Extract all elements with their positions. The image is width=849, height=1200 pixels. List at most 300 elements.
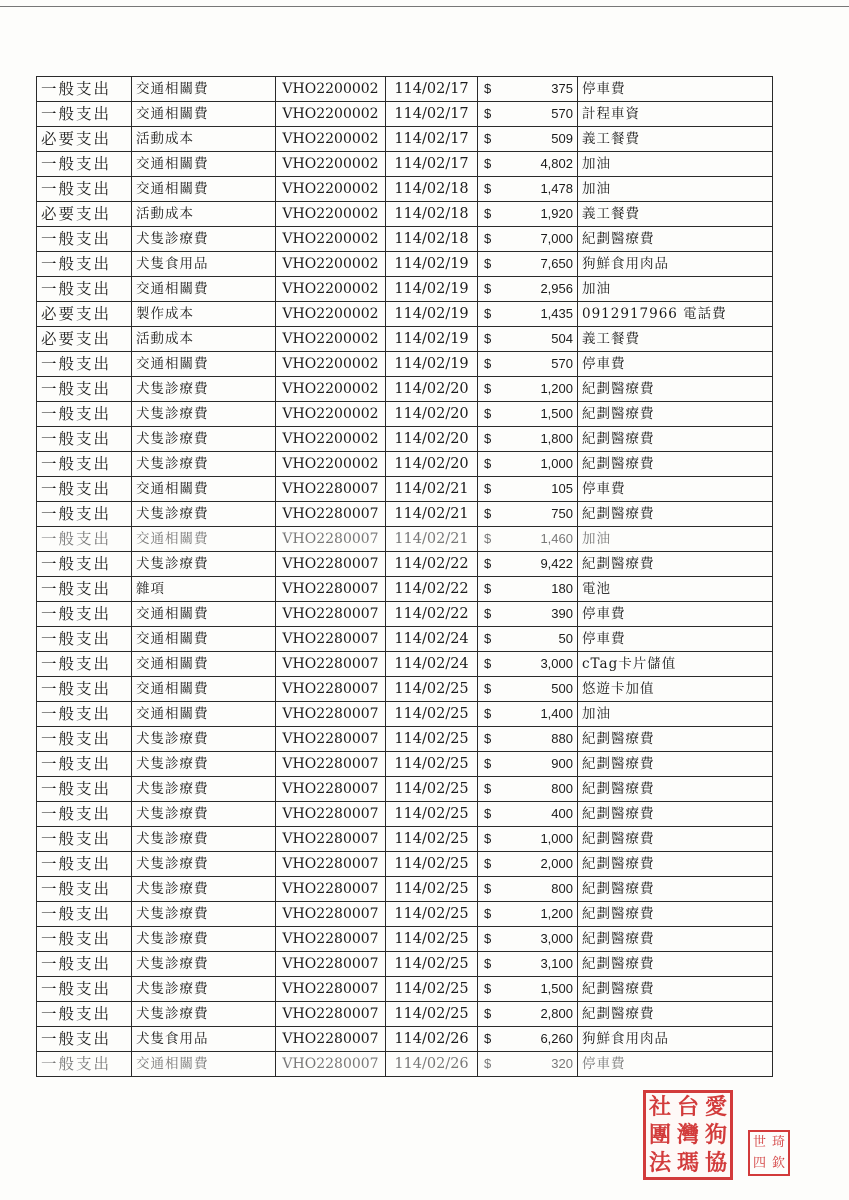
amount-cell: [478, 477, 578, 502]
amount-value: 509: [551, 131, 573, 146]
amount-cell: [478, 877, 578, 902]
expense-type-cell: 一般支出: [37, 627, 132, 652]
expense-type-cell: 一般支出: [37, 352, 132, 377]
date-cell: 114/02/17: [386, 127, 478, 152]
currency-symbol: $: [484, 1056, 492, 1071]
category-cell: 製作成本: [132, 302, 276, 327]
category-cell: 交通相關費: [132, 177, 276, 202]
category-cell: 交通相關費: [132, 627, 276, 652]
amount-value: 500: [551, 681, 573, 696]
note-cell: 紀劃醫療費: [578, 852, 773, 877]
currency-symbol: $: [484, 256, 492, 271]
date-cell: 114/02/25: [386, 1002, 478, 1027]
amount-value: 750: [551, 506, 573, 521]
expense-type-cell: 一般支出: [37, 852, 132, 877]
ledger-row: [37, 302, 773, 327]
voucher-code-cell: VHO2280007: [276, 802, 386, 827]
ledger-row: [37, 777, 773, 802]
date-cell: 114/02/24: [386, 652, 478, 677]
currency-symbol: $: [484, 731, 492, 746]
date-cell: 114/02/26: [386, 1052, 478, 1077]
amount-value: 1,435: [540, 306, 573, 321]
note-cell: 紀劃醫療費: [578, 902, 773, 927]
date-cell: 114/02/25: [386, 677, 478, 702]
amount-cell: [478, 377, 578, 402]
amount-value: 320: [551, 1056, 573, 1071]
ledger-row: [37, 202, 773, 227]
amount-value: 900: [551, 756, 573, 771]
date-cell: 114/02/19: [386, 252, 478, 277]
amount-cell: [478, 227, 578, 252]
note-cell: 停車費: [578, 477, 773, 502]
category-cell: 犬隻診療費: [132, 502, 276, 527]
category-cell: 犬隻診療費: [132, 377, 276, 402]
voucher-code-cell: VHO2200002: [276, 202, 386, 227]
voucher-code-cell: VHO2200002: [276, 352, 386, 377]
personal-seal-char: 四: [752, 1156, 766, 1171]
date-cell: 114/02/25: [386, 952, 478, 977]
expense-type-cell: 一般支出: [37, 427, 132, 452]
seal-char: 法: [648, 1150, 671, 1176]
voucher-code-cell: VHO2280007: [276, 752, 386, 777]
voucher-code-cell: VHO2200002: [276, 452, 386, 477]
category-cell: 犬隻診療費: [132, 402, 276, 427]
note-cell: 紀劃醫療費: [578, 927, 773, 952]
note-cell: 紀劃醫療費: [578, 377, 773, 402]
category-cell: 犬隻診療費: [132, 777, 276, 802]
amount-cell: [478, 677, 578, 702]
note-cell: 紀劃醫療費: [578, 802, 773, 827]
amount-cell: [478, 802, 578, 827]
amount-value: 4,802: [540, 156, 573, 171]
category-cell: 犬隻食用品: [132, 1027, 276, 1052]
ledger-row: [37, 1002, 773, 1027]
seal-char: 瑪: [676, 1150, 699, 1176]
amount-cell: [478, 702, 578, 727]
date-cell: 114/02/18: [386, 202, 478, 227]
ledger-row: [37, 277, 773, 302]
voucher-code-cell: VHO2280007: [276, 852, 386, 877]
currency-symbol: $: [484, 931, 492, 946]
note-cell: 紀劃醫療費: [578, 977, 773, 1002]
currency-symbol: $: [484, 981, 492, 996]
category-cell: 雜項: [132, 577, 276, 602]
note-cell: 加油: [578, 177, 773, 202]
amount-cell: [478, 952, 578, 977]
amount-cell: [478, 977, 578, 1002]
expense-type-cell: 一般支出: [37, 877, 132, 902]
expense-type-cell: 必要支出: [37, 302, 132, 327]
expense-type-cell: 一般支出: [37, 802, 132, 827]
ledger-row: [37, 752, 773, 777]
amount-cell: [478, 427, 578, 452]
currency-symbol: $: [484, 131, 492, 146]
amount-value: 3,100: [540, 956, 573, 971]
currency-symbol: $: [484, 506, 492, 521]
expense-type-cell: 一般支出: [37, 727, 132, 752]
currency-symbol: $: [484, 1031, 492, 1046]
note-cell: 紀劃醫療費: [578, 827, 773, 852]
voucher-code-cell: VHO2200002: [276, 127, 386, 152]
amount-cell: [478, 327, 578, 352]
expense-type-cell: 一般支出: [37, 602, 132, 627]
amount-cell: [478, 602, 578, 627]
note-cell: 加油: [578, 702, 773, 727]
category-cell: 交通相關費: [132, 652, 276, 677]
currency-symbol: $: [484, 281, 492, 296]
amount-cell: [478, 577, 578, 602]
amount-value: 2,000: [540, 856, 573, 871]
category-cell: 交通相關費: [132, 527, 276, 552]
expense-type-cell: 一般支出: [37, 252, 132, 277]
amount-value: 800: [551, 781, 573, 796]
date-cell: 114/02/17: [386, 152, 478, 177]
category-cell: 犬隻診療費: [132, 1002, 276, 1027]
seal-char: 愛: [704, 1094, 727, 1120]
expense-type-cell: 一般支出: [37, 377, 132, 402]
seal-char: 狗: [704, 1122, 727, 1148]
ledger-row: [37, 527, 773, 552]
expense-type-cell: 一般支出: [37, 652, 132, 677]
voucher-code-cell: VHO2280007: [276, 777, 386, 802]
ledger-row: [37, 177, 773, 202]
date-cell: 114/02/20: [386, 452, 478, 477]
category-cell: 犬隻診療費: [132, 927, 276, 952]
ledger-row: [37, 802, 773, 827]
amount-value: 180: [551, 581, 573, 596]
ledger-row: [37, 327, 773, 352]
note-cell: 停車費: [578, 602, 773, 627]
expense-type-cell: 一般支出: [37, 902, 132, 927]
ledger-row: [37, 677, 773, 702]
amount-value: 1,400: [540, 706, 573, 721]
note-cell: 加油: [578, 152, 773, 177]
expense-type-cell: 一般支出: [37, 227, 132, 252]
voucher-code-cell: VHO2280007: [276, 902, 386, 927]
note-cell: 加油: [578, 527, 773, 552]
expense-type-cell: 必要支出: [37, 202, 132, 227]
voucher-code-cell: VHO2280007: [276, 1052, 386, 1077]
note-cell: 停車費: [578, 1052, 773, 1077]
voucher-code-cell: VHO2280007: [276, 702, 386, 727]
amount-cell: [478, 402, 578, 427]
amount-value: 400: [551, 806, 573, 821]
date-cell: 114/02/21: [386, 502, 478, 527]
voucher-code-cell: VHO2280007: [276, 952, 386, 977]
note-cell: 紀劃醫療費: [578, 727, 773, 752]
seal-char: 團: [648, 1122, 671, 1148]
expense-type-cell: 一般支出: [37, 527, 132, 552]
voucher-code-cell: VHO2200002: [276, 152, 386, 177]
expense-type-cell: 一般支出: [37, 977, 132, 1002]
date-cell: 114/02/22: [386, 602, 478, 627]
voucher-code-cell: VHO2280007: [276, 602, 386, 627]
ledger-row: [37, 702, 773, 727]
amount-value: 1,800: [540, 431, 573, 446]
note-cell: 紀劃醫療費: [578, 452, 773, 477]
category-cell: 交通相關費: [132, 1052, 276, 1077]
expense-type-cell: 一般支出: [37, 177, 132, 202]
category-cell: 犬隻診療費: [132, 852, 276, 877]
currency-symbol: $: [484, 456, 492, 471]
currency-symbol: $: [484, 956, 492, 971]
seal-char: 台: [676, 1094, 699, 1120]
seal-char: 社: [648, 1094, 671, 1120]
ledger-row: [37, 627, 773, 652]
currency-symbol: $: [484, 756, 492, 771]
ledger-body: [37, 77, 773, 1077]
voucher-code-cell: VHO2280007: [276, 727, 386, 752]
voucher-code-cell: VHO2200002: [276, 252, 386, 277]
amount-value: 390: [551, 606, 573, 621]
ledger-row: [37, 377, 773, 402]
date-cell: 114/02/25: [386, 727, 478, 752]
voucher-code-cell: VHO2280007: [276, 677, 386, 702]
amount-cell: [478, 727, 578, 752]
currency-symbol: $: [484, 606, 492, 621]
amount-cell: [478, 177, 578, 202]
voucher-code-cell: VHO2200002: [276, 327, 386, 352]
ledger-row: [37, 652, 773, 677]
amount-value: 7,000: [540, 231, 573, 246]
expense-type-cell: 一般支出: [37, 102, 132, 127]
expense-type-cell: 一般支出: [37, 752, 132, 777]
seal-char: 灣: [676, 1122, 699, 1148]
ledger-row: [37, 102, 773, 127]
note-cell: 狗鮮食用肉品: [578, 252, 773, 277]
expense-type-cell: 一般支出: [37, 552, 132, 577]
expense-type-cell: 必要支出: [37, 327, 132, 352]
voucher-code-cell: VHO2200002: [276, 302, 386, 327]
personal-seal-char: 欽: [771, 1156, 785, 1171]
voucher-code-cell: VHO2280007: [276, 1027, 386, 1052]
category-cell: 犬隻診療費: [132, 752, 276, 777]
note-cell: 紀劃醫療費: [578, 402, 773, 427]
ledger-row: [37, 352, 773, 377]
amount-cell: [478, 352, 578, 377]
category-cell: 交通相關費: [132, 677, 276, 702]
ledger-row: [37, 577, 773, 602]
personal-seal-char: 世: [752, 1135, 766, 1150]
category-cell: 交通相關費: [132, 602, 276, 627]
expense-type-cell: 一般支出: [37, 927, 132, 952]
expense-type-cell: 一般支出: [37, 502, 132, 527]
currency-symbol: $: [484, 381, 492, 396]
personal-seal-stamp: [748, 1130, 790, 1176]
amount-cell: [478, 102, 578, 127]
amount-cell: [478, 827, 578, 852]
amount-cell: [478, 527, 578, 552]
amount-value: 1,500: [540, 981, 573, 996]
currency-symbol: $: [484, 431, 492, 446]
amount-cell: [478, 652, 578, 677]
amount-cell: [478, 502, 578, 527]
voucher-code-cell: VHO2200002: [276, 227, 386, 252]
date-cell: 114/02/19: [386, 277, 478, 302]
date-cell: 114/02/26: [386, 1027, 478, 1052]
voucher-code-cell: VHO2280007: [276, 652, 386, 677]
category-cell: 交通相關費: [132, 152, 276, 177]
category-cell: 犬隻診療費: [132, 227, 276, 252]
expense-type-cell: 一般支出: [37, 152, 132, 177]
voucher-code-cell: VHO2200002: [276, 377, 386, 402]
date-cell: 114/02/25: [386, 927, 478, 952]
date-cell: 114/02/24: [386, 627, 478, 652]
ledger-row: [37, 977, 773, 1002]
voucher-code-cell: VHO2200002: [276, 427, 386, 452]
note-cell: 電池: [578, 577, 773, 602]
date-cell: 114/02/19: [386, 327, 478, 352]
amount-value: 1,200: [540, 906, 573, 921]
ledger-row: [37, 427, 773, 452]
date-cell: 114/02/19: [386, 352, 478, 377]
amount-value: 50: [558, 631, 573, 646]
date-cell: 114/02/25: [386, 902, 478, 927]
date-cell: 114/02/20: [386, 427, 478, 452]
currency-symbol: $: [484, 856, 492, 871]
note-cell: 停車費: [578, 627, 773, 652]
voucher-code-cell: VHO2200002: [276, 177, 386, 202]
currency-symbol: $: [484, 156, 492, 171]
voucher-code-cell: VHO2200002: [276, 402, 386, 427]
date-cell: 114/02/22: [386, 552, 478, 577]
date-cell: 114/02/25: [386, 752, 478, 777]
voucher-code-cell: VHO2280007: [276, 577, 386, 602]
voucher-code-cell: VHO2200002: [276, 277, 386, 302]
amount-cell: [478, 77, 578, 102]
category-cell: 活動成本: [132, 327, 276, 352]
ledger-row: [37, 402, 773, 427]
date-cell: 114/02/25: [386, 977, 478, 1002]
expense-type-cell: 一般支出: [37, 452, 132, 477]
amount-value: 1,200: [540, 381, 573, 396]
voucher-code-cell: VHO2280007: [276, 977, 386, 1002]
amount-value: 570: [551, 106, 573, 121]
note-cell: 紀劃醫療費: [578, 1002, 773, 1027]
date-cell: 114/02/18: [386, 227, 478, 252]
amount-cell: [478, 302, 578, 327]
expense-type-cell: 一般支出: [37, 677, 132, 702]
category-cell: 活動成本: [132, 202, 276, 227]
ledger-row: [37, 127, 773, 152]
voucher-code-cell: VHO2280007: [276, 502, 386, 527]
voucher-code-cell: VHO2280007: [276, 827, 386, 852]
date-cell: 114/02/18: [386, 177, 478, 202]
date-cell: 114/02/17: [386, 77, 478, 102]
date-cell: 114/02/21: [386, 477, 478, 502]
date-cell: 114/02/25: [386, 877, 478, 902]
ledger-row: [37, 452, 773, 477]
category-cell: 交通相關費: [132, 477, 276, 502]
currency-symbol: $: [484, 231, 492, 246]
amount-cell: [478, 1002, 578, 1027]
amount-value: 1,460: [540, 531, 573, 546]
ledger-row: [37, 227, 773, 252]
currency-symbol: $: [484, 531, 492, 546]
amount-value: 570: [551, 356, 573, 371]
expense-type-cell: 一般支出: [37, 1052, 132, 1077]
date-cell: 114/02/25: [386, 702, 478, 727]
date-cell: 114/02/17: [386, 102, 478, 127]
expense-type-cell: 一般支出: [37, 477, 132, 502]
note-cell: 0912917966 電話費: [578, 302, 773, 327]
ledger-row: [37, 477, 773, 502]
category-cell: 犬隻診療費: [132, 727, 276, 752]
ledger-row: [37, 152, 773, 177]
amount-cell: [478, 1052, 578, 1077]
note-cell: 紀劃醫療費: [578, 777, 773, 802]
date-cell: 114/02/21: [386, 527, 478, 552]
note-cell: 加油: [578, 277, 773, 302]
expense-type-cell: 一般支出: [37, 277, 132, 302]
note-cell: 紀劃醫療費: [578, 227, 773, 252]
amount-value: 1,478: [540, 181, 573, 196]
currency-symbol: $: [484, 631, 492, 646]
currency-symbol: $: [484, 331, 492, 346]
note-cell: 紀劃醫療費: [578, 752, 773, 777]
ledger-row: [37, 602, 773, 627]
amount-value: 6,260: [540, 1031, 573, 1046]
currency-symbol: $: [484, 206, 492, 221]
category-cell: 犬隻診療費: [132, 827, 276, 852]
currency-symbol: $: [484, 481, 492, 496]
ledger-row: [37, 877, 773, 902]
currency-symbol: $: [484, 581, 492, 596]
date-cell: 114/02/25: [386, 777, 478, 802]
category-cell: 交通相關費: [132, 277, 276, 302]
date-cell: 114/02/19: [386, 302, 478, 327]
personal-seal-char: 琦: [771, 1135, 785, 1150]
date-cell: 114/02/25: [386, 802, 478, 827]
amount-value: 7,650: [540, 256, 573, 271]
seal-char: 協: [704, 1150, 727, 1176]
category-cell: 犬隻診療費: [132, 452, 276, 477]
expense-type-cell: 一般支出: [37, 1027, 132, 1052]
note-cell: 紀劃醫療費: [578, 952, 773, 977]
note-cell: 義工餐費: [578, 127, 773, 152]
page-top-rule: [0, 6, 849, 7]
note-cell: 狗鮮食用肉品: [578, 1027, 773, 1052]
amount-value: 800: [551, 881, 573, 896]
amount-cell: [478, 127, 578, 152]
currency-symbol: $: [484, 906, 492, 921]
currency-symbol: $: [484, 806, 492, 821]
currency-symbol: $: [484, 356, 492, 371]
category-cell: 交通相關費: [132, 352, 276, 377]
expense-type-cell: 一般支出: [37, 952, 132, 977]
ledger-row: [37, 952, 773, 977]
category-cell: 交通相關費: [132, 77, 276, 102]
amount-value: 105: [551, 481, 573, 496]
category-cell: 犬隻診療費: [132, 902, 276, 927]
amount-value: 1,920: [540, 206, 573, 221]
currency-symbol: $: [484, 406, 492, 421]
ledger-row: [37, 1027, 773, 1052]
currency-symbol: $: [484, 656, 492, 671]
ledger-row: [37, 77, 773, 102]
date-cell: 114/02/25: [386, 827, 478, 852]
organization-seal-stamp: [643, 1090, 733, 1180]
currency-symbol: $: [484, 831, 492, 846]
voucher-code-cell: VHO2280007: [276, 877, 386, 902]
currency-symbol: $: [484, 881, 492, 896]
amount-value: 3,000: [540, 656, 573, 671]
category-cell: 犬隻診療費: [132, 952, 276, 977]
amount-cell: [478, 927, 578, 952]
note-cell: 停車費: [578, 352, 773, 377]
amount-value: 504: [551, 331, 573, 346]
note-cell: 計程車資: [578, 102, 773, 127]
